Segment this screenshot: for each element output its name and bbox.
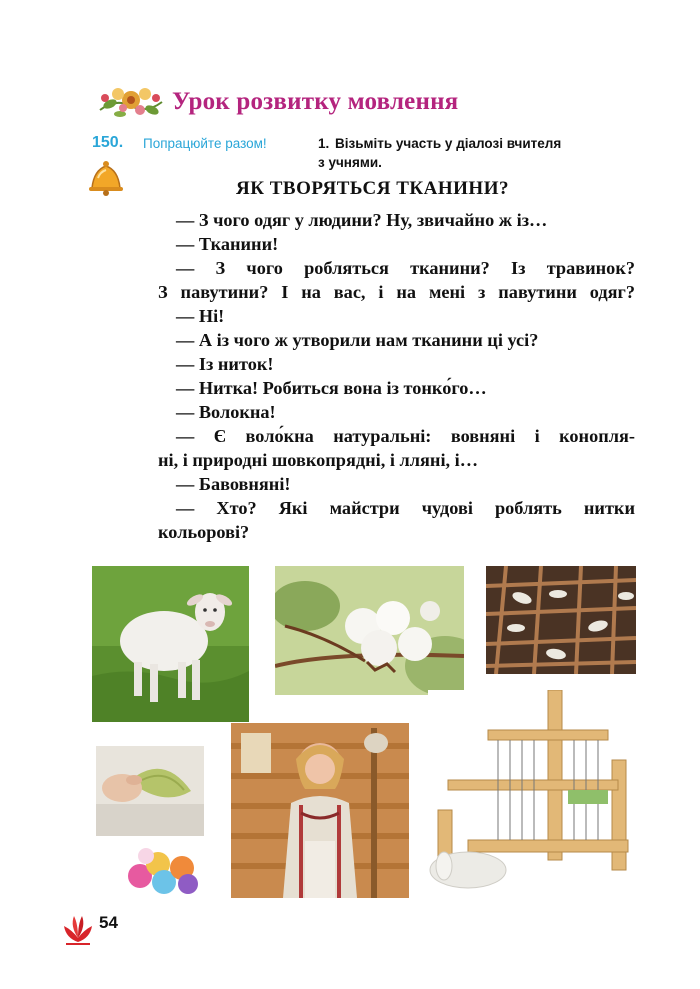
loom-photo [428, 690, 638, 895]
poem-line: — Із ниток! [176, 354, 274, 374]
page-number: 54 [99, 913, 118, 932]
poem-line: — Хто? Які майстри чудові роблять нитки [176, 498, 635, 518]
poem-line: ні, і природні шовкопрядні, і лляні, і… [158, 450, 479, 470]
poem-line: — Тканини! [176, 234, 279, 254]
silkworm-photo [486, 566, 636, 674]
task-instruction-line-2: з учнями. [318, 155, 382, 170]
red-flower-icon [60, 912, 96, 946]
lesson-title: Урок розвитку мовлення [172, 88, 459, 115]
bell-icon [84, 156, 128, 196]
poem-line: — З чого робляться тканини? Із травинок? [176, 258, 635, 278]
task-step-number: 1. [318, 136, 330, 151]
poem-line: — Ні! [176, 306, 225, 326]
poem-line: З павутини? І на вас, і на мені з павутини одяг? [158, 282, 635, 302]
sheep-photo [92, 566, 249, 722]
poem-title: ЯК ТВОРЯТЬСЯ ТКАНИНИ? [236, 178, 509, 199]
flower-bouquet-icon [96, 80, 166, 126]
wool-felt-photo [96, 746, 204, 836]
woman-spinning-photo [231, 723, 409, 898]
yarn-balls-photo [124, 838, 204, 896]
poem-line: — Є воло́кна натуральні: вовняні і конопля- [176, 426, 635, 446]
poem-line: — Волокна! [176, 402, 276, 422]
cotton-photo [275, 566, 464, 695]
task-instruction-line-1: Візьміть участь у діалозі вчителя [335, 136, 562, 151]
task-number: 150. [92, 134, 124, 151]
poem-line: — Нитка! Робиться вона із тонко́го… [176, 378, 487, 398]
poem-line: — З чого одяг у людини? Ну, звичайно ж із… [176, 210, 548, 230]
task-lead: Попрацюйте разом! [143, 136, 267, 151]
poem-line: кольорові? [158, 522, 250, 542]
poem-line: — А із чого ж утворили нам тканини ці усі? [176, 330, 539, 350]
poem-line: — Бавовняні! [176, 474, 291, 494]
